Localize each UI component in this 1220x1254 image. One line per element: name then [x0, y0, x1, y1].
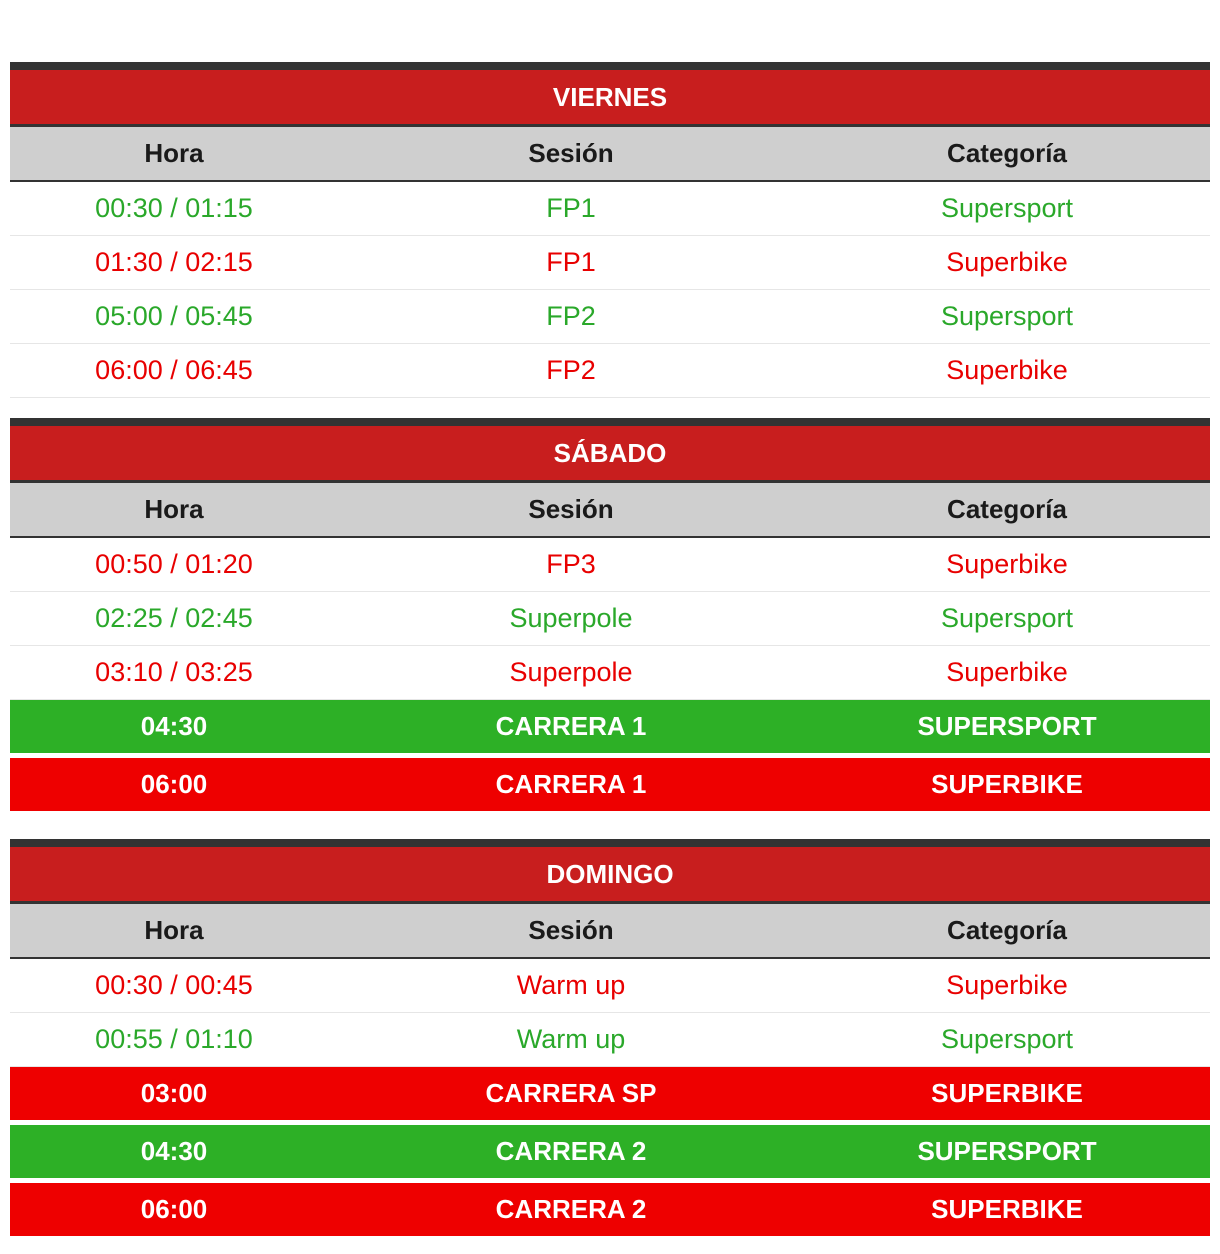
session-name: FP2 [338, 344, 804, 398]
table-row [10, 344, 1210, 398]
session-time: 00:55 / 01:10 [10, 1013, 338, 1067]
table-row [10, 537, 1210, 592]
schedule-table-sabado [10, 418, 1210, 811]
session-name: Superpole [338, 592, 804, 646]
day-header-row [10, 843, 1210, 903]
race-category: SUPERSPORT [804, 700, 1210, 754]
session-name: Warm up [338, 958, 804, 1013]
column-header-categoria: Categoría [804, 903, 1210, 959]
column-header-sesion: Sesión [338, 903, 804, 959]
race-name: CARRERA 1 [338, 700, 804, 754]
session-category: Supersport [804, 592, 1210, 646]
column-header-categoria: Categoría [804, 126, 1210, 182]
session-name: Superpole [338, 646, 804, 700]
column-header-hora: Hora [10, 482, 338, 538]
session-category: Superbike [804, 236, 1210, 290]
session-category: Supersport [804, 181, 1210, 236]
session-name: FP3 [338, 537, 804, 592]
table-row [10, 958, 1210, 1013]
day-header-row [10, 66, 1210, 126]
race-row [10, 700, 1210, 754]
race-row [10, 1183, 1210, 1236]
race-time: 06:00 [10, 1183, 338, 1236]
session-name: FP1 [338, 236, 804, 290]
race-name: CARRERA 2 [338, 1125, 804, 1178]
column-header-hora: Hora [10, 903, 338, 959]
session-time: 00:50 / 01:20 [10, 537, 338, 592]
table-row [10, 290, 1210, 344]
session-category: Superbike [804, 344, 1210, 398]
table-row [10, 1013, 1210, 1067]
table-spacer [10, 398, 1210, 418]
race-time: 03:00 [10, 1067, 338, 1121]
day-header-row [10, 422, 1210, 482]
session-name: FP2 [338, 290, 804, 344]
race-category: SUPERBIKE [804, 1183, 1210, 1236]
session-time: 02:25 / 02:45 [10, 592, 338, 646]
day-title: DOMINGO [10, 843, 1210, 903]
race-row [10, 1125, 1210, 1178]
table-row [10, 181, 1210, 236]
session-name: Warm up [338, 1013, 804, 1067]
session-time: 00:30 / 00:45 [10, 958, 338, 1013]
session-time: 05:00 / 05:45 [10, 290, 338, 344]
session-time: 00:30 / 01:15 [10, 181, 338, 236]
race-time: 04:30 [10, 700, 338, 754]
session-time: 06:00 / 06:45 [10, 344, 338, 398]
session-name: FP1 [338, 181, 804, 236]
schedule-container [10, 0, 1210, 1236]
column-header-row [10, 126, 1210, 182]
session-category: Superbike [804, 537, 1210, 592]
session-category: Superbike [804, 958, 1210, 1013]
race-category: SUPERSPORT [804, 1125, 1210, 1178]
race-time: 04:30 [10, 1125, 338, 1178]
race-time: 06:00 [10, 758, 338, 811]
column-header-sesion: Sesión [338, 126, 804, 182]
session-category: Supersport [804, 1013, 1210, 1067]
column-header-row [10, 482, 1210, 538]
day-title: SÁBADO [10, 422, 1210, 482]
column-header-hora: Hora [10, 126, 338, 182]
race-name: CARRERA SP [338, 1067, 804, 1121]
schedule-table-domingo [10, 839, 1210, 1236]
race-name: CARRERA 2 [338, 1183, 804, 1236]
race-row [10, 758, 1210, 811]
table-spacer [10, 811, 1210, 839]
table-row [10, 236, 1210, 290]
column-header-categoria: Categoría [804, 482, 1210, 538]
race-category: SUPERBIKE [804, 1067, 1210, 1121]
column-header-sesion: Sesión [338, 482, 804, 538]
day-title: VIERNES [10, 66, 1210, 126]
table-row [10, 646, 1210, 700]
session-time: 01:30 / 02:15 [10, 236, 338, 290]
session-category: Superbike [804, 646, 1210, 700]
race-row [10, 1067, 1210, 1121]
race-name: CARRERA 1 [338, 758, 804, 811]
schedule-table-viernes [10, 62, 1210, 398]
race-category: SUPERBIKE [804, 758, 1210, 811]
table-row [10, 592, 1210, 646]
session-category: Supersport [804, 290, 1210, 344]
column-header-row [10, 903, 1210, 959]
session-time: 03:10 / 03:25 [10, 646, 338, 700]
